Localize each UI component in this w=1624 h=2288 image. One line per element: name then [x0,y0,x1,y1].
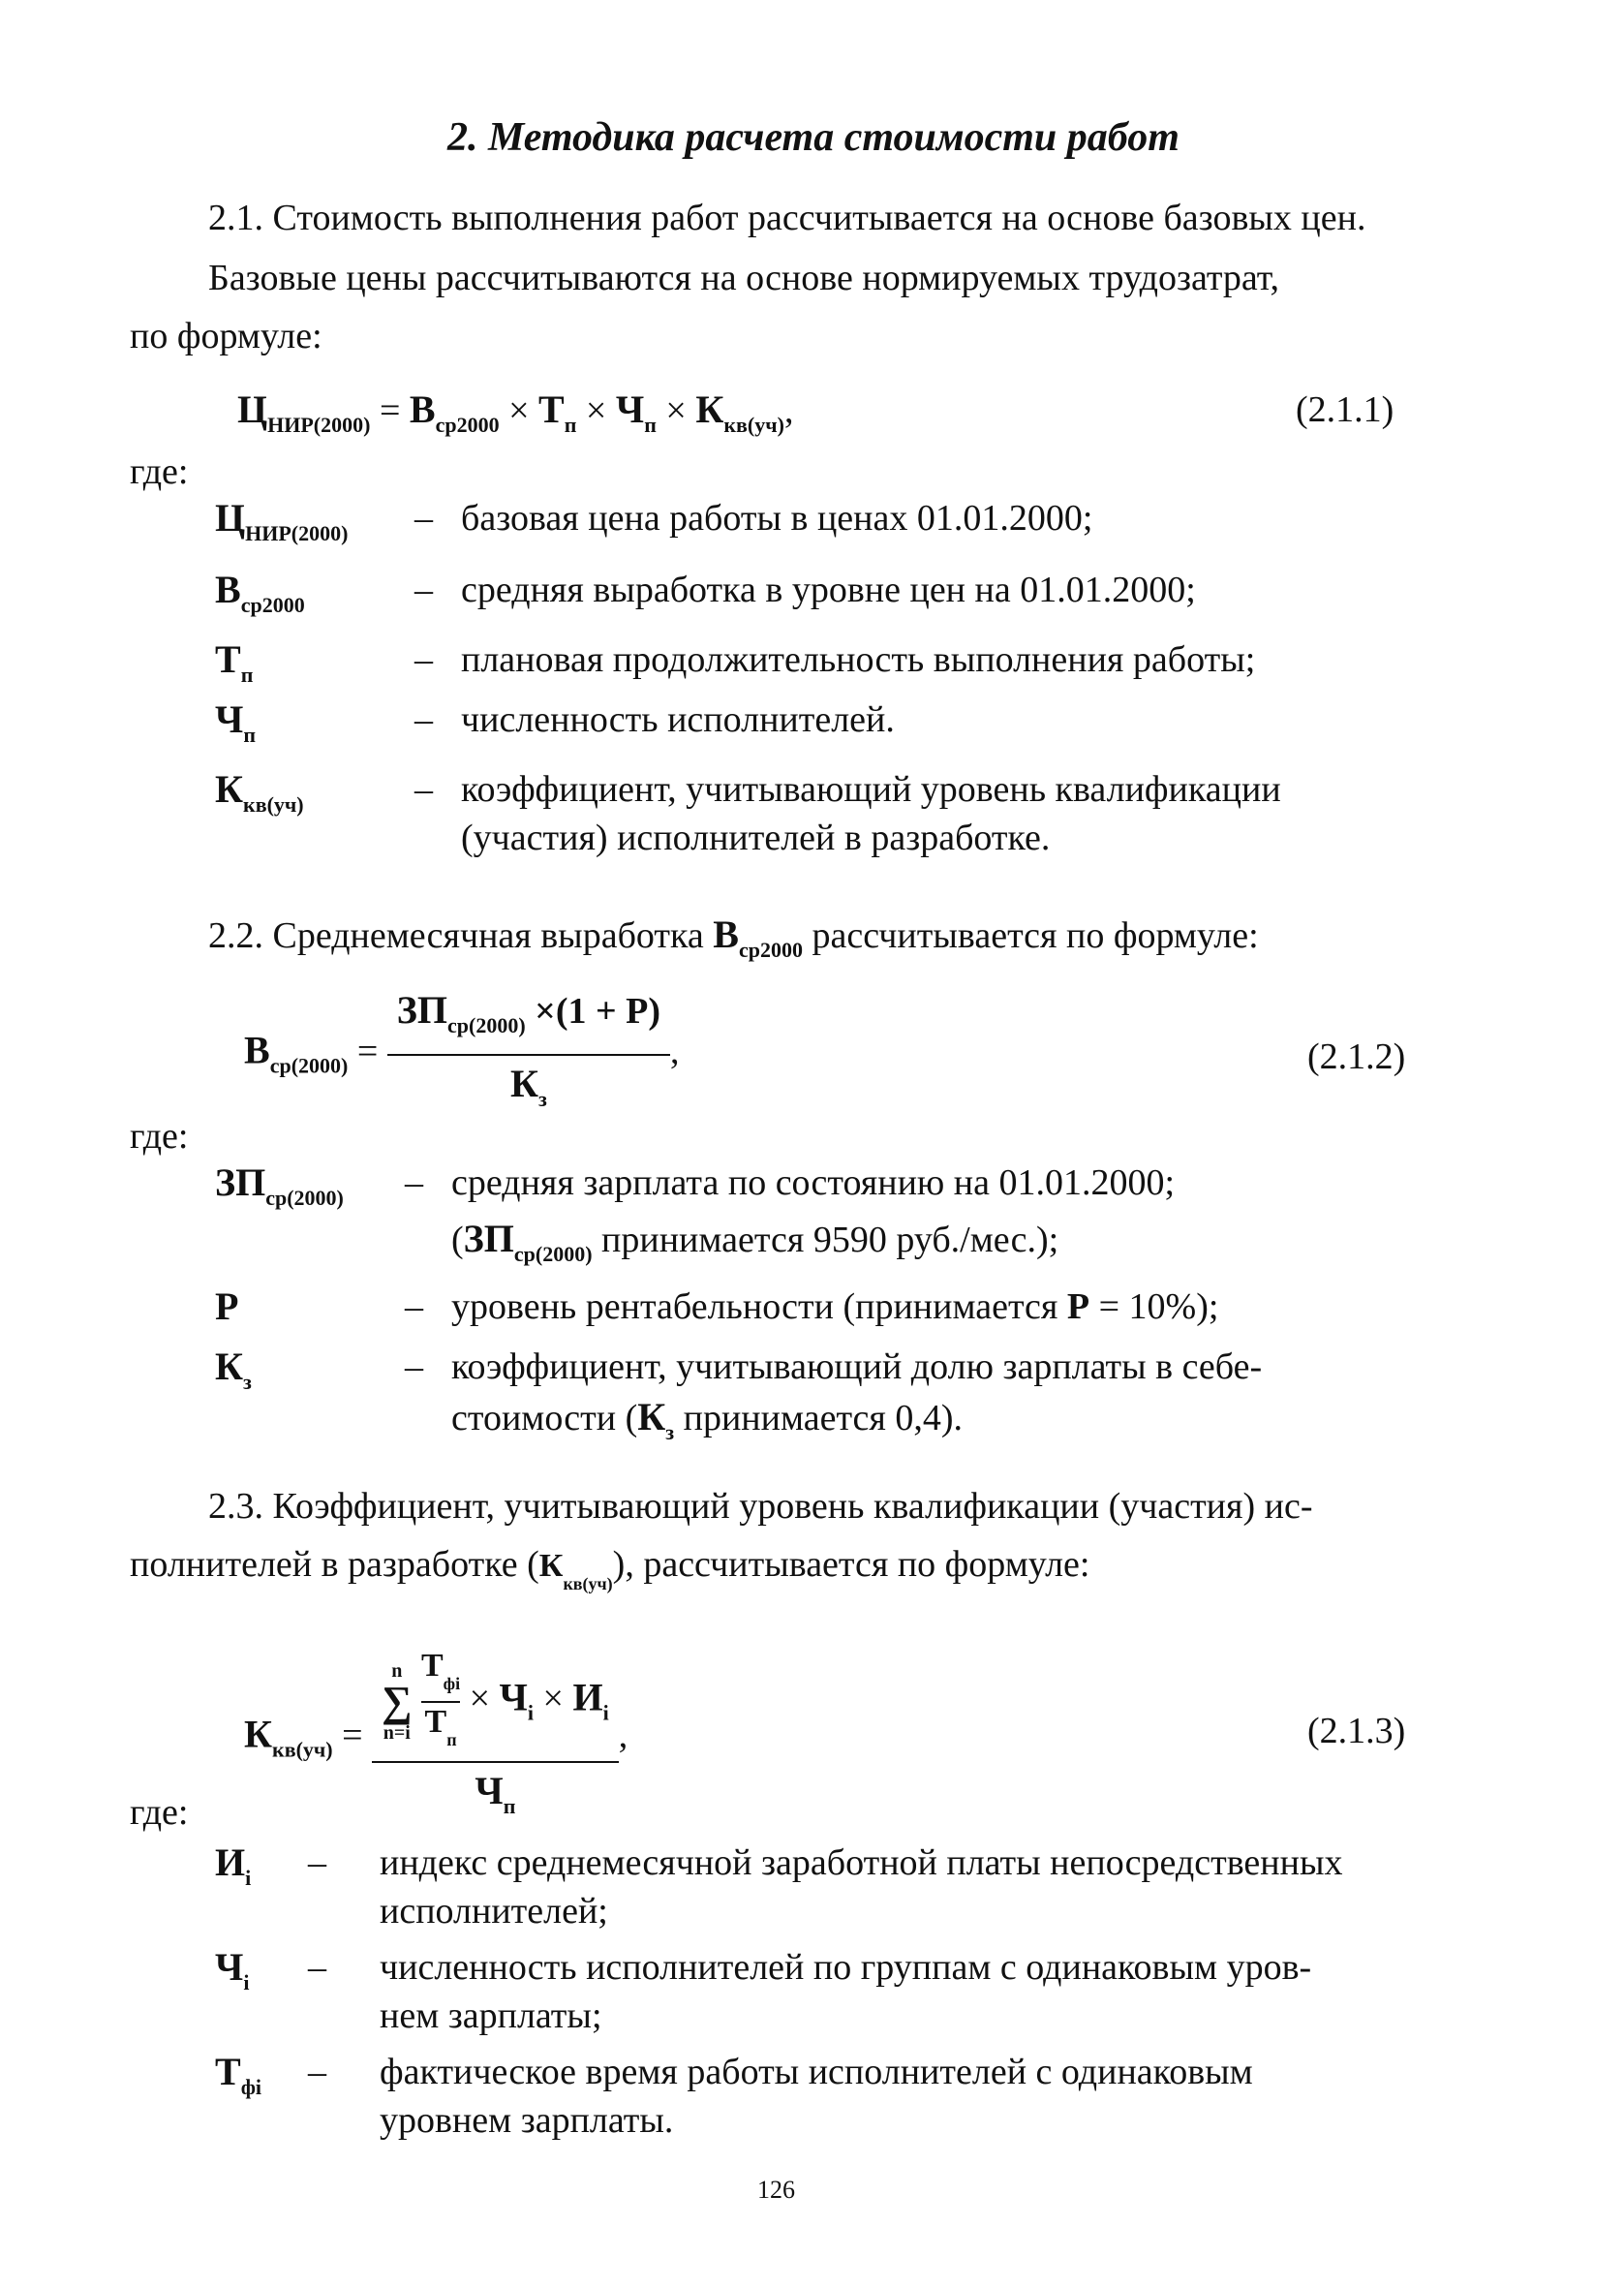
where-label: где: [130,451,189,492]
def-dash: – [308,1842,326,1883]
def-dash: – [405,1286,423,1327]
def-dash: – [414,570,433,610]
def-symbol: Р [215,1284,239,1328]
def-symbol: $Т_п$ [215,637,254,687]
fraction: $\frac{ЗП_{ср(2000)} \times(1 + Р)}{К_з}$ [387,986,670,1124]
def-dash: – [414,498,433,539]
def-dash: – [414,639,433,680]
def-symbol: $К_з$ [215,1345,252,1394]
paragraph-2-1-line1: Базовые цены рассчитываются на основе нормируемых трудозатрат, [208,258,1280,298]
formula-2-1-3: $К_{кв(уч)}$ = n ∑ n=i $Т_{фi}$ $Т_п$ × $Ч_i \times И_i$ $Ч_п$ , [244,1647,628,1831]
formula-number-2-1-1: (2.1.1) [1296,389,1394,430]
where-label: где: [130,1116,189,1157]
def-text-cont: стоимости ($К_з$ принимается 0,4). [451,1395,964,1444]
fraction: n ∑ n=i $Т_{фi}$ $Т_п$ × $Ч_i \times И_i$ $Ч_п$ [372,1647,619,1831]
def-dash: – [405,1162,423,1203]
def-dash: – [414,699,433,740]
def-text: численность исполнителей. [461,699,895,740]
def-symbol: $В_{ср2000}$ [215,568,305,617]
def-symbol: $Ч_п$ [215,697,257,747]
where-label: где: [130,1792,189,1833]
def-dash: – [405,1346,423,1387]
def-text: базовая цена работы в ценах 01.01.2000; [461,498,1093,539]
section-title: 2. Методика расчета стоимости работ [447,115,1180,160]
def-symbol: $Ц_{НИР(2000)}$ [215,496,349,545]
def-text-cont: ($ЗП_{ср(2000)}$ принимается 9590 руб./мес.); [451,1217,1059,1266]
def-symbol: $Т_{фi}$ [215,2050,262,2099]
def-text-cont: исполнителей; [380,1891,608,1932]
def-dash: – [308,1947,326,1988]
def-symbol: $К_{кв(уч)}$ [215,767,304,817]
formula-number-2-1-3: (2.1.3) [1307,1711,1406,1751]
paragraph-2-3-line2: полнителей в разработке $(К_{кв(уч)})$, рассчитывается по формуле: [130,1544,1090,1593]
def-text: коэффициент, учитывающий долю зарплаты в себе- [451,1346,1263,1387]
def-text: численность исполнителей по группам с одинаковым уров- [380,1947,1312,1988]
def-text-cont: нем зарплаты; [380,1995,602,2036]
formula-2-1-2: $В_{ср(2000)}$ = $\frac{ЗП_{ср(2000)} \times(1 + Р)}{К_з}$ , [244,986,680,1124]
def-text: фактическое время работы исполнителей с одинаковым [380,2052,1253,2092]
def-symbol: $И_i$ [215,1840,252,1890]
def-symbol: $ЗП_{ср(2000)}$ [215,1160,344,1210]
def-text: индекс среднемесячной заработной платы непосредственных [380,1842,1343,1883]
def-text: средняя выработка в уровне цен на 01.01.2000; [461,570,1196,610]
def-text-cont: уровнем зарплаты. [380,2100,674,2141]
def-text: уровень рентабельности (принимается Р = 10%); [451,1286,1219,1327]
def-dash: – [308,2052,326,2092]
def-text: средняя зарплата по состоянию на 01.01.2000; [451,1162,1176,1203]
paragraph-2-3-line1: 2.3. Коэффициент, учитывающий уровень квалификации (участия) ис- [208,1486,1313,1527]
formula-2-1-1: $Ц_{НИР(2000)} = В_{ср2000} \times Т_п \times Ч_п \times К_{кв(уч)}$, [237,387,794,437]
def-dash: – [414,769,433,810]
def-symbol: $Ч_i$ [215,1945,250,1994]
paragraph-2-1-line2: по формуле: [130,316,322,356]
paragraph-2-1: 2.1. Стоимость выполнения работ рассчитывается на основе базовых цен. [208,198,1366,238]
page-number: 126 [757,2176,795,2204]
def-text: коэффициент, учитывающий уровень квалификации [461,769,1281,810]
def-text-cont: (участия) исполнителей в разработке. [461,818,1051,858]
paragraph-2-2: 2.2. Среднемесячная выработка $В_{ср2000}$ рассчитывается по формуле: [208,912,1259,962]
def-text: плановая продолжительность выполнения работы; [461,639,1256,680]
formula-number-2-1-2: (2.1.2) [1307,1036,1406,1077]
